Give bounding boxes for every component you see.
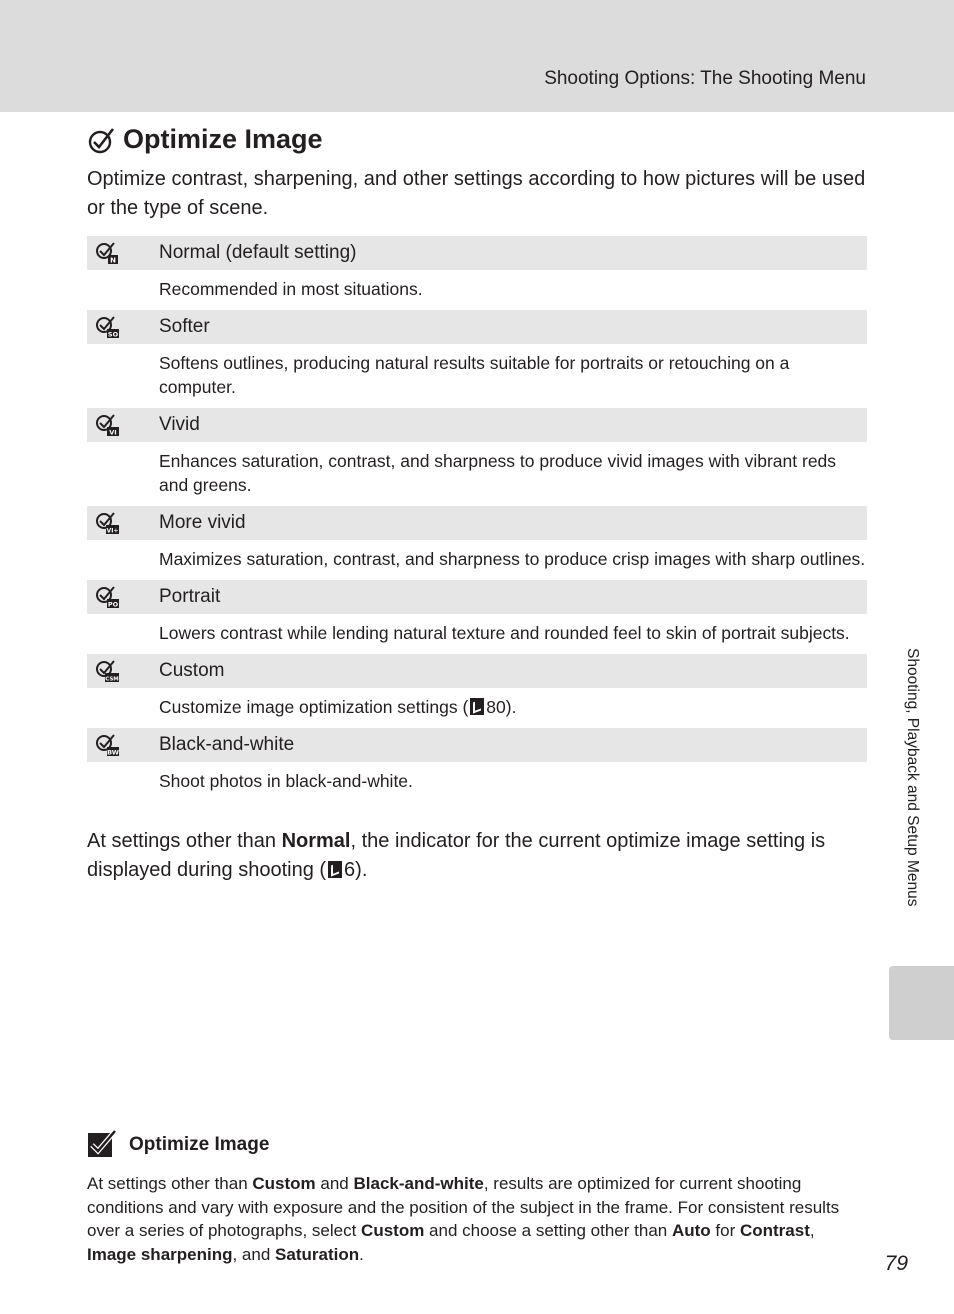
page-title (87, 124, 323, 155)
option-row-custom (87, 654, 867, 688)
optimize-portrait-icon (95, 585, 119, 609)
text: , results are optimized for current shooting conditions and vary with exposure and the position of the subject in the frame. For consistent results over a series of photographs, select (87, 1174, 840, 1240)
text: ). (355, 859, 368, 881)
svg-text:VI+: VI+ (106, 527, 119, 535)
option-row-vivid (87, 408, 867, 442)
option-desc: Recommended in most situations. (159, 279, 423, 299)
note-heading (87, 1130, 269, 1160)
page-reference-icon (470, 698, 484, 715)
note-title-text: Optimize Image (129, 1134, 270, 1155)
bold-text: Image sharpening (87, 1244, 233, 1264)
bold-text: Custom (361, 1221, 425, 1240)
option-desc: Softens outlines, producing natural results suitable for portraits or retouching on a computer. (159, 353, 790, 397)
svg-text:VI: VI (109, 428, 117, 437)
check-note-icon (87, 1130, 117, 1160)
intro-paragraph: Optimize contrast, sharpening, and other settings according to how pictures will be used or the type of scene. (87, 168, 866, 219)
option-name: Black-and-white (159, 734, 295, 755)
bold-text: Black-and-white (353, 1174, 484, 1193)
bold-text: Normal (281, 830, 351, 852)
svg-text:N: N (110, 256, 116, 265)
optimize-normal-icon (95, 241, 119, 265)
optimize-image-icon (87, 125, 117, 155)
page-reference-icon (328, 861, 342, 878)
bold-text: Custom (252, 1174, 316, 1193)
text: At settings other than (87, 1174, 253, 1193)
option-desc: Maximizes saturation, contrast, and sharpness to produce crisp images with sharp outlines. (159, 549, 866, 569)
svg-text:SO: SO (107, 330, 119, 339)
option-row-normal (87, 236, 867, 270)
optimize-softer-icon (95, 315, 119, 339)
text: , and (232, 1244, 276, 1264)
option-name: More vivid (159, 512, 246, 533)
page-reference-number[interactable]: 80 (486, 697, 506, 717)
optimize-more-vivid-icon (95, 511, 119, 535)
option-name: Vivid (159, 414, 200, 435)
option-desc: Enhances saturation, contrast, and sharpness to produce vivid images with vibrant reds and greens. (159, 451, 837, 495)
option-table (87, 236, 867, 802)
option-desc: Shoot photos in black-and-white. (159, 771, 413, 791)
option-name: Portrait (159, 586, 221, 607)
option-desc-text: Customize image optimization settings ( (159, 697, 469, 717)
option-name: Softer (159, 316, 210, 337)
text: for (710, 1221, 740, 1240)
bold-text: Contrast (739, 1221, 810, 1240)
optimize-custom-icon (95, 659, 119, 683)
option-desc (87, 688, 867, 728)
page-title-text: Optimize Image (123, 124, 323, 154)
bold-text: Saturation (275, 1244, 360, 1264)
page-reference-number[interactable]: 6 (344, 859, 356, 881)
option-row-more-vivid (87, 506, 867, 540)
text: . (359, 1244, 364, 1264)
option-row-softer (87, 310, 867, 344)
option-desc-text: ). (505, 697, 517, 717)
text: and (315, 1174, 354, 1193)
text: At settings other than (87, 830, 282, 852)
option-row-portrait (87, 580, 867, 614)
section-title: Shooting Options: The Shooting Menu (544, 68, 866, 89)
note-body (87, 1172, 867, 1266)
svg-text:BW: BW (107, 748, 119, 757)
option-desc: Lowers contrast while lending natural texture and rounded feel to skin of portrait subjects. (159, 623, 850, 643)
text: and choose a setting other than (424, 1221, 672, 1240)
page-number: 79 (884, 1252, 908, 1275)
indicator-paragraph (87, 827, 847, 885)
optimize-vivid-icon (95, 413, 119, 437)
svg-text:CSM: CSM (105, 676, 119, 683)
option-row-black-and-white (87, 728, 867, 762)
optimize-bw-icon (95, 733, 119, 757)
svg-text:PO: PO (107, 600, 119, 609)
bold-text: Auto (671, 1221, 711, 1240)
option-name: Normal (default setting) (159, 242, 357, 263)
text: , the indicator for the current optimize image setting is displayed during shooting ( (87, 830, 826, 881)
text: , (809, 1221, 815, 1240)
header-band (0, 0, 954, 112)
side-thumb-tab (889, 966, 954, 1040)
side-section-label: Shooting, Playback and Setup Menus (904, 648, 921, 907)
option-name: Custom (159, 660, 225, 681)
